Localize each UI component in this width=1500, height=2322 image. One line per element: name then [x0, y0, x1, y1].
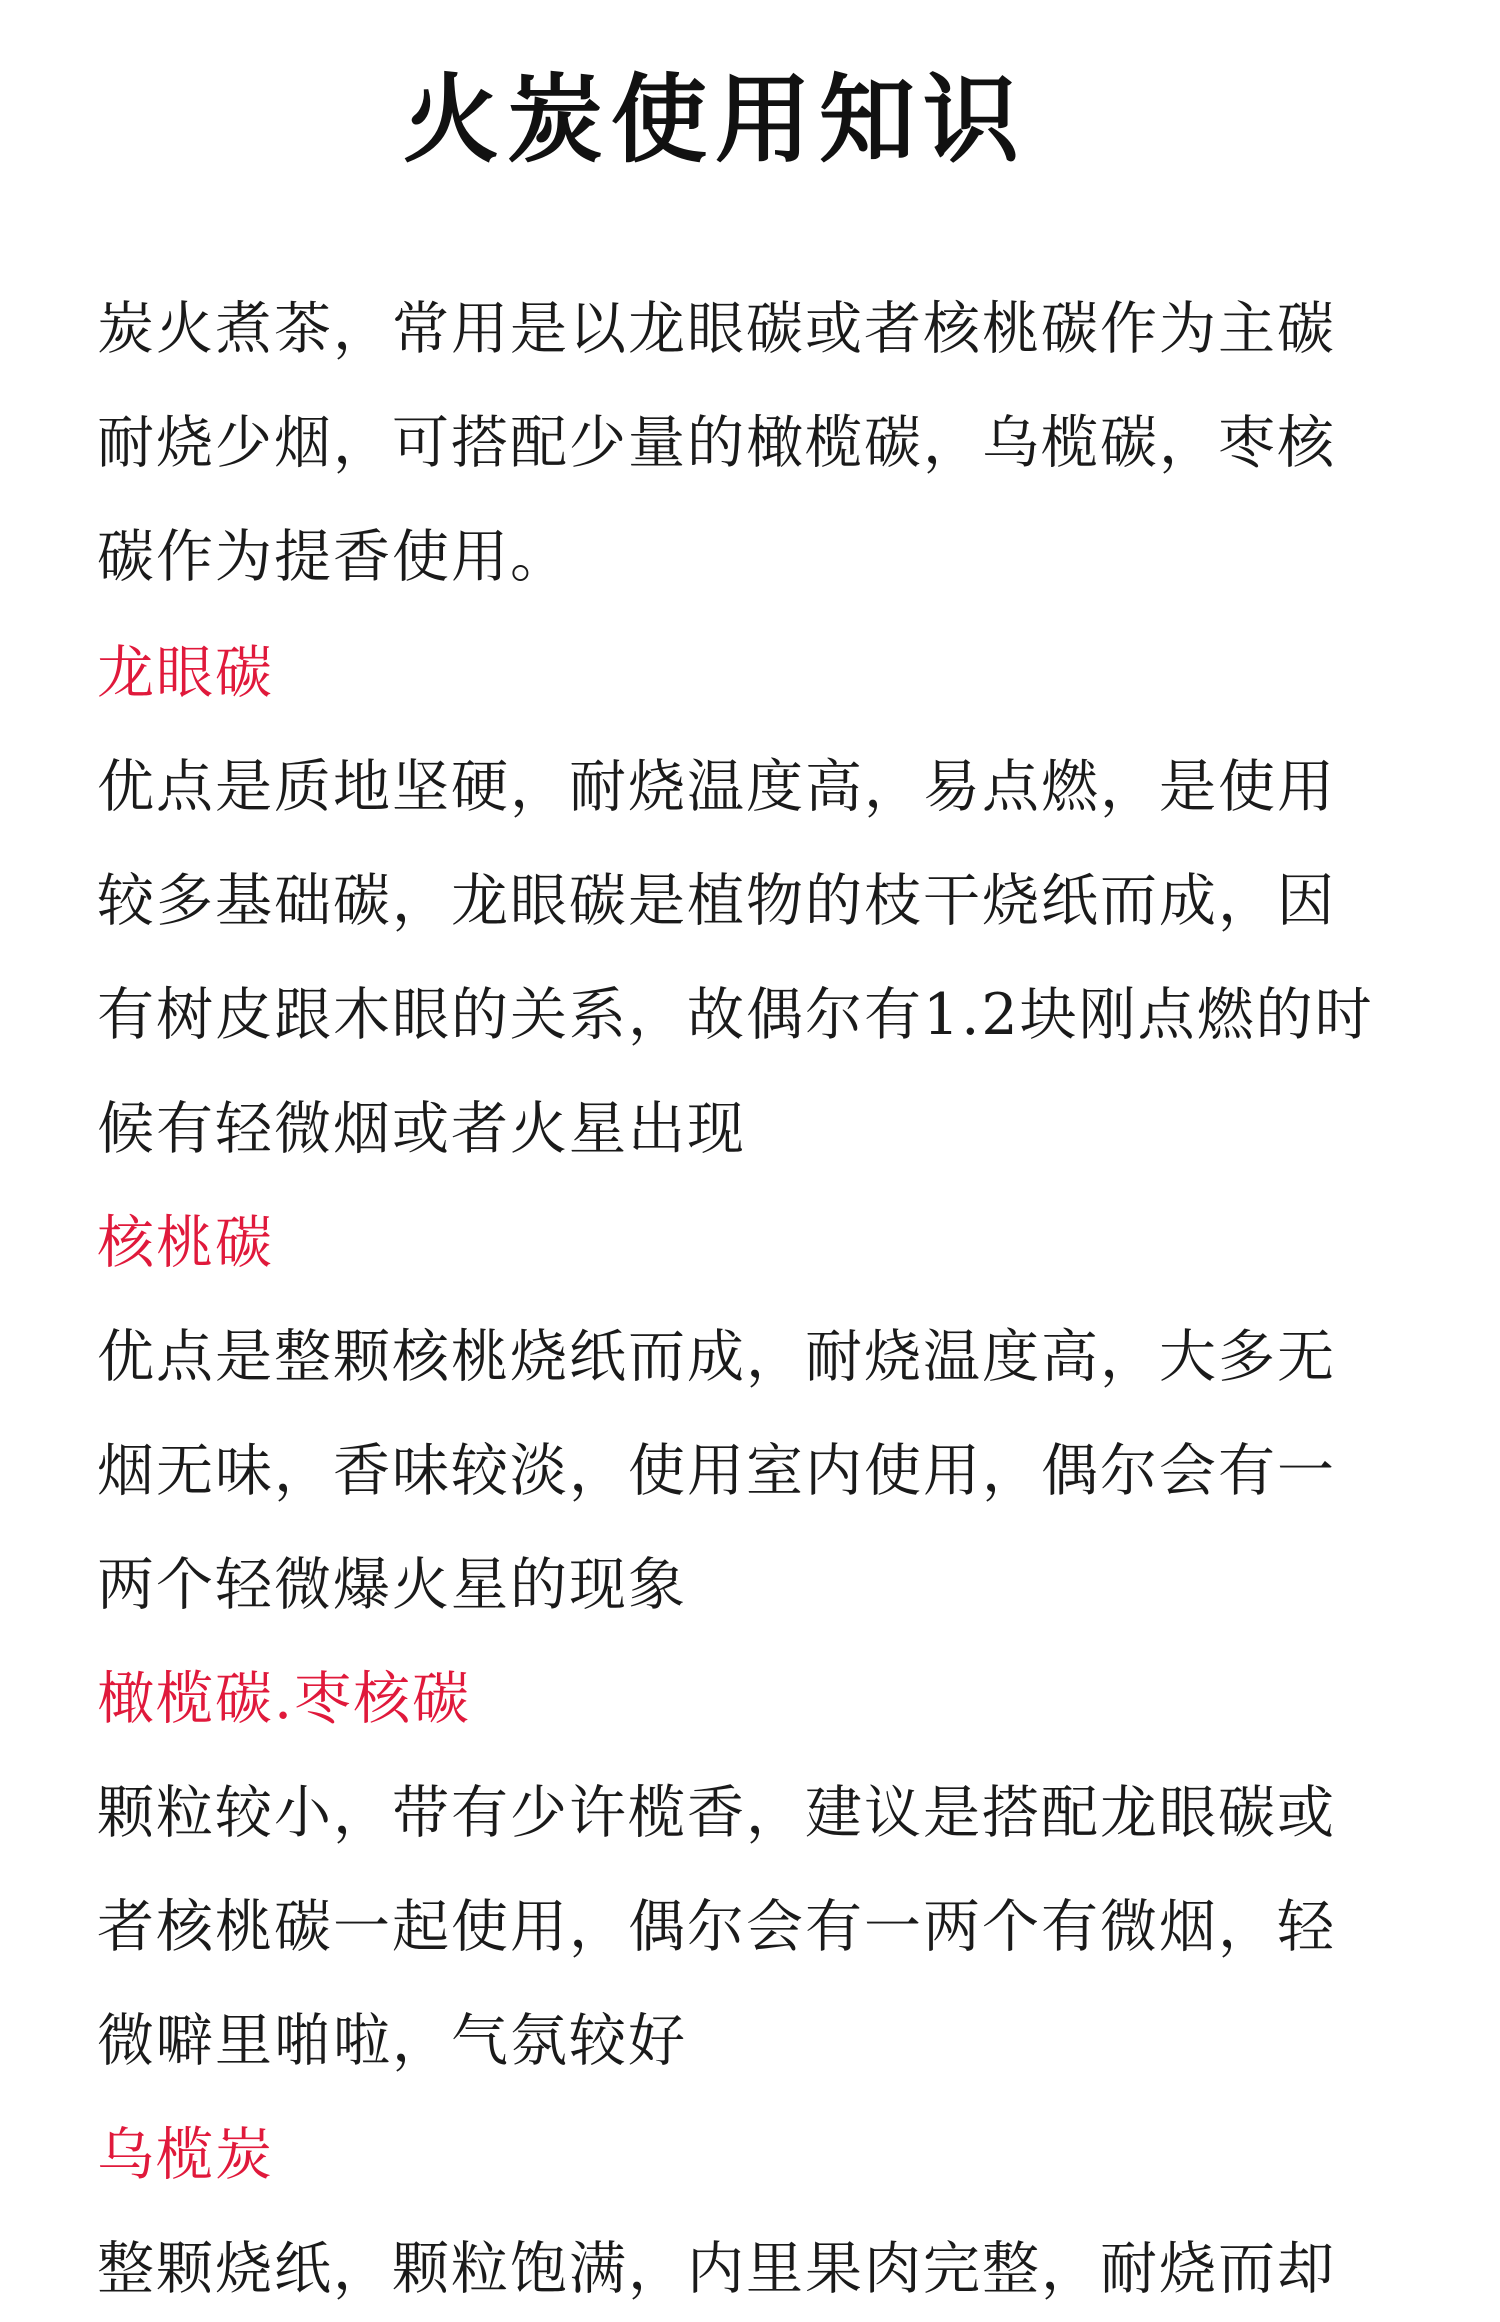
section-line: 候有轻微烟或者火星出现	[97, 1096, 746, 1162]
section-line: 微噼里啪啦，气氛较好	[97, 2008, 687, 2074]
page-title: 火炭使用知识	[403, 63, 1027, 176]
intro-line: 碳作为提香使用。	[97, 524, 569, 590]
intro-line: 耐烧少烟，可搭配少量的橄榄碳，乌榄碳，枣核	[97, 410, 1336, 476]
section-line: 颗粒较小，带有少许榄香，建议是搭配龙眼碳或	[97, 1780, 1336, 1846]
section-line: 两个轻微爆火星的现象	[97, 1552, 687, 1618]
section-line: 优点是整颗核桃烧纸而成，耐烧温度高，大多无	[97, 1324, 1336, 1390]
section-heading-longyan: 龙眼碳	[97, 640, 274, 706]
section-heading-ganlan: 橄榄碳.枣核碳	[97, 1666, 472, 1732]
section-heading-wulan: 乌榄炭	[97, 2122, 274, 2188]
section-line: 优点是质地坚硬，耐烧温度高，易点燃，是使用	[97, 754, 1336, 820]
section-line: 有树皮跟木眼的关系，故偶尔有1.2块刚点燃的时	[97, 982, 1374, 1048]
intro-line: 炭火煮茶，常用是以龙眼碳或者核桃碳作为主碳	[97, 296, 1336, 362]
section-heading-hetao: 核桃碳	[97, 1210, 274, 1276]
section-line: 者核桃碳一起使用，偶尔会有一两个有微烟，轻	[97, 1894, 1336, 1960]
section-line: 整颗烧纸，颗粒饱满，内里果肉完整，耐烧而却	[97, 2236, 1336, 2302]
section-line: 烟无味，香味较淡，使用室内使用，偶尔会有一	[97, 1438, 1336, 1504]
section-line: 较多基础碳，龙眼碳是植物的枝干烧纸而成，因	[97, 868, 1336, 934]
